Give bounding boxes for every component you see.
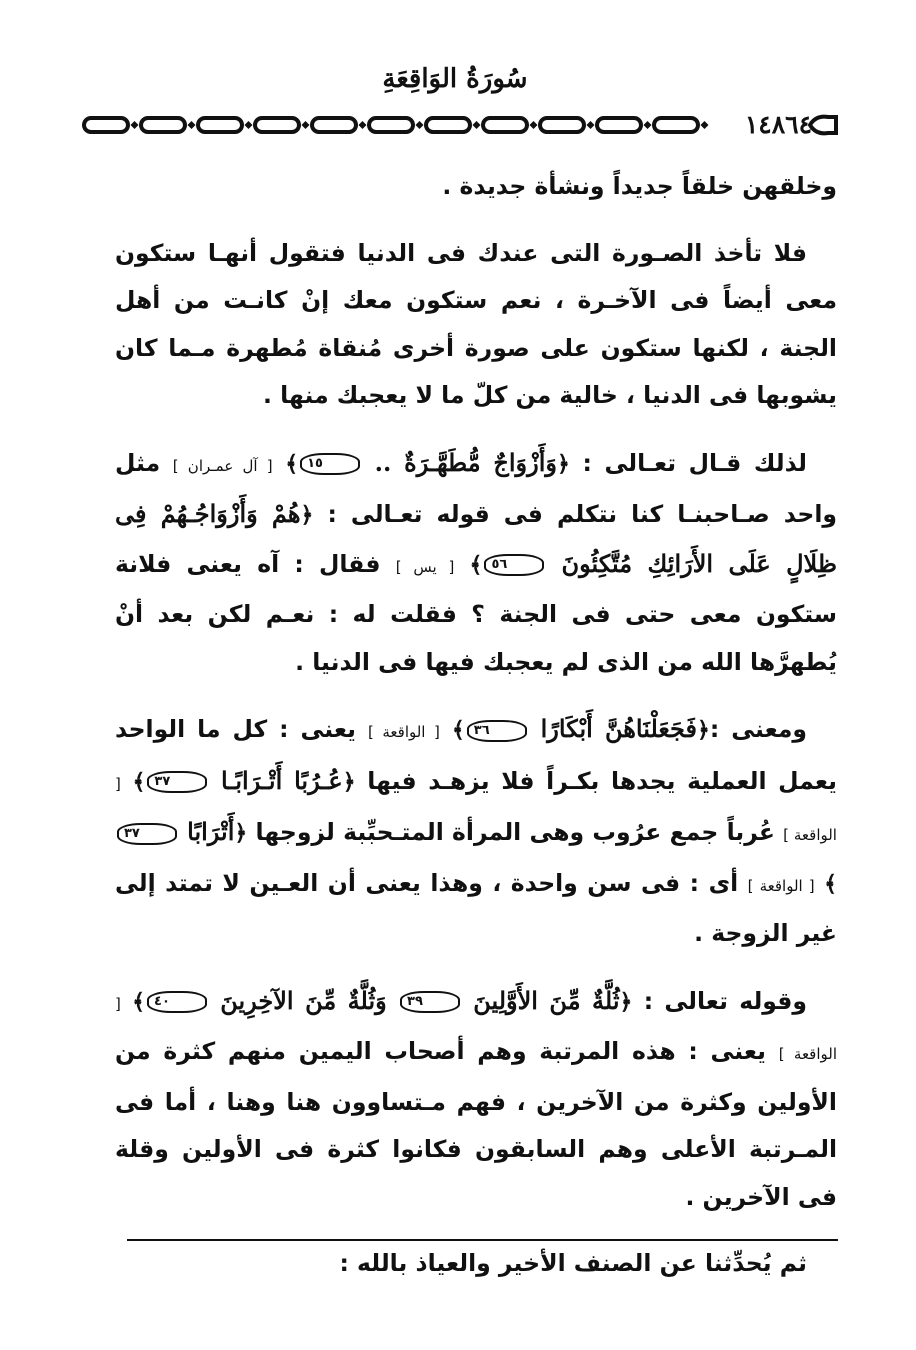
quran-verse: أَتْرَابًا <box>187 817 235 846</box>
text: ومعنى : <box>709 715 807 743</box>
paragraph-4 <box>115 705 837 958</box>
text: وقوله تعالى : <box>643 986 807 1015</box>
quran-bracket-open: ﴿ <box>342 768 356 795</box>
quran-verse: وَثُلَّةٌ مِّنَ الآخِرِينَ <box>220 985 387 1015</box>
text: لذلك قـال تعـالى : <box>582 448 808 477</box>
page-header <box>0 0 916 150</box>
quran-verse: ثُلَّةٌ مِّنَ الأَوَّلِينَ <box>473 985 620 1015</box>
ayah-number: ٥٦ <box>484 554 544 576</box>
quran-bracket-close: ﴾ <box>469 551 483 578</box>
text: مثل واحد صـاحبنـا كنا نتكلم فى قوله تعـالى : <box>115 448 837 528</box>
quran-bracket-close: ﴾ <box>285 450 299 477</box>
quran-bracket-open: ﴿ <box>619 988 633 1015</box>
text: وخلقهن خلقاً جديداً ونشأة جديدة . <box>442 172 837 200</box>
surah-reference: [ الواقعة ] <box>747 876 815 895</box>
quran-bracket-open: ﴿ <box>696 717 710 743</box>
surah-title: سُورَةُ الوَاقِعَةِ <box>382 64 528 94</box>
ayah-number: ٣٧ <box>147 771 207 793</box>
surah-reference: [ الواقعة ] <box>115 774 837 844</box>
paragraph-5 <box>115 977 837 1222</box>
quran-bracket-close: ﴾ <box>132 768 146 795</box>
quran-verse: وَأَزْوَاجٌ مُّطَهَّـرَةٌ .. <box>374 447 557 477</box>
surah-reference: [ الواقعة ] <box>367 723 440 741</box>
border-end-ornament <box>808 112 838 138</box>
text: يعنى : هذه المرتبة وهم أصحاب اليمين منهم كثرة من الأولين وكثرة من الآخرين ، فهم مـتساوون هنا وهنا ، أما فى المـرتبة الأعلى وهم السابقون فكانوا كثرة فى الأولين وقلة فى الآخرين . <box>115 1037 837 1211</box>
paragraph-1 <box>115 163 837 211</box>
text: يعنى : كل ما الواحد يعمل العملية يجدها بكـراً فلا يزهـد فيها <box>115 715 837 795</box>
quran-verse: فَجَعَلْنَاهُنَّ أَبْكَارًا <box>540 714 697 743</box>
footer-rule <box>127 1239 838 1241</box>
quran-verse: هُمْ وَأَزْوَاجُـهُمْ فِى ظِلَالٍ عَلَى الأَرَائِكِ مُتَّكِئُونَ <box>115 499 837 578</box>
quran-bracket-close: ﴾ <box>824 870 838 897</box>
quran-bracket-close: ﴾ <box>451 717 465 743</box>
text: فقال : آه يعنى فلانة ستكون معى حتى فى الجنة ؟ فقلت له : نعـم لكن بعد أنْ يُطهرَّها الله من الذى لم يعجبك فيها فى الدنيا . <box>115 549 837 676</box>
text: أى : فى سن واحدة ، وهذا يعنى أن العـين لا تمتد إلى غير الزوجة . <box>115 868 837 947</box>
ayah-number: ٤٠ <box>147 991 207 1013</box>
text: ثم يُحدِّثنا عن الصنف الأخير والعياذ بالله : <box>339 1249 807 1277</box>
ayah-number: ١٥ <box>300 453 360 475</box>
quran-bracket-close: ﴾ <box>132 988 146 1015</box>
quran-bracket-open: ﴿ <box>556 450 570 477</box>
surah-reference: [ آل عمـران ] <box>172 456 273 475</box>
ayah-number: ٣٩ <box>400 991 460 1013</box>
paragraph-2 <box>115 230 837 420</box>
text: عُرباً جمع عرُوب وهى المرأة المتـحبِّبة لزوجها <box>255 818 775 846</box>
paragraph-3 <box>115 439 837 687</box>
body-text <box>115 163 837 1307</box>
surah-reference: [ يس ] <box>395 557 455 576</box>
ayah-number: ٣٧ <box>117 823 177 845</box>
quran-bracket-open: ﴿ <box>234 820 248 846</box>
page-number: ١٤٨٦٤ <box>744 110 812 139</box>
paragraph-6 <box>115 1240 837 1288</box>
ayah-number: ٣٦ <box>467 720 527 742</box>
text: فلا تأخذ الصـورة التى عندك فى الدنيا فتقول أنهـا ستكون معى أيضاً فى الآخـرة ، نعم ستكون معك إنْ كانـت من أهل الجنة ، لكنها ستكون على صورة أخرى مُنقاة مُطهرة مـما كان يشوبها فى الدنيا ، خالية من كلّ ما لا يعجبك منها . <box>115 238 837 409</box>
quran-verse: عُـرُبًا أَتْـرَابًـا <box>220 765 343 795</box>
surah-reference: [ الواقعة ] <box>115 994 837 1063</box>
quran-bracket-open: ﴿ <box>300 502 314 528</box>
ornamental-border <box>80 112 750 138</box>
